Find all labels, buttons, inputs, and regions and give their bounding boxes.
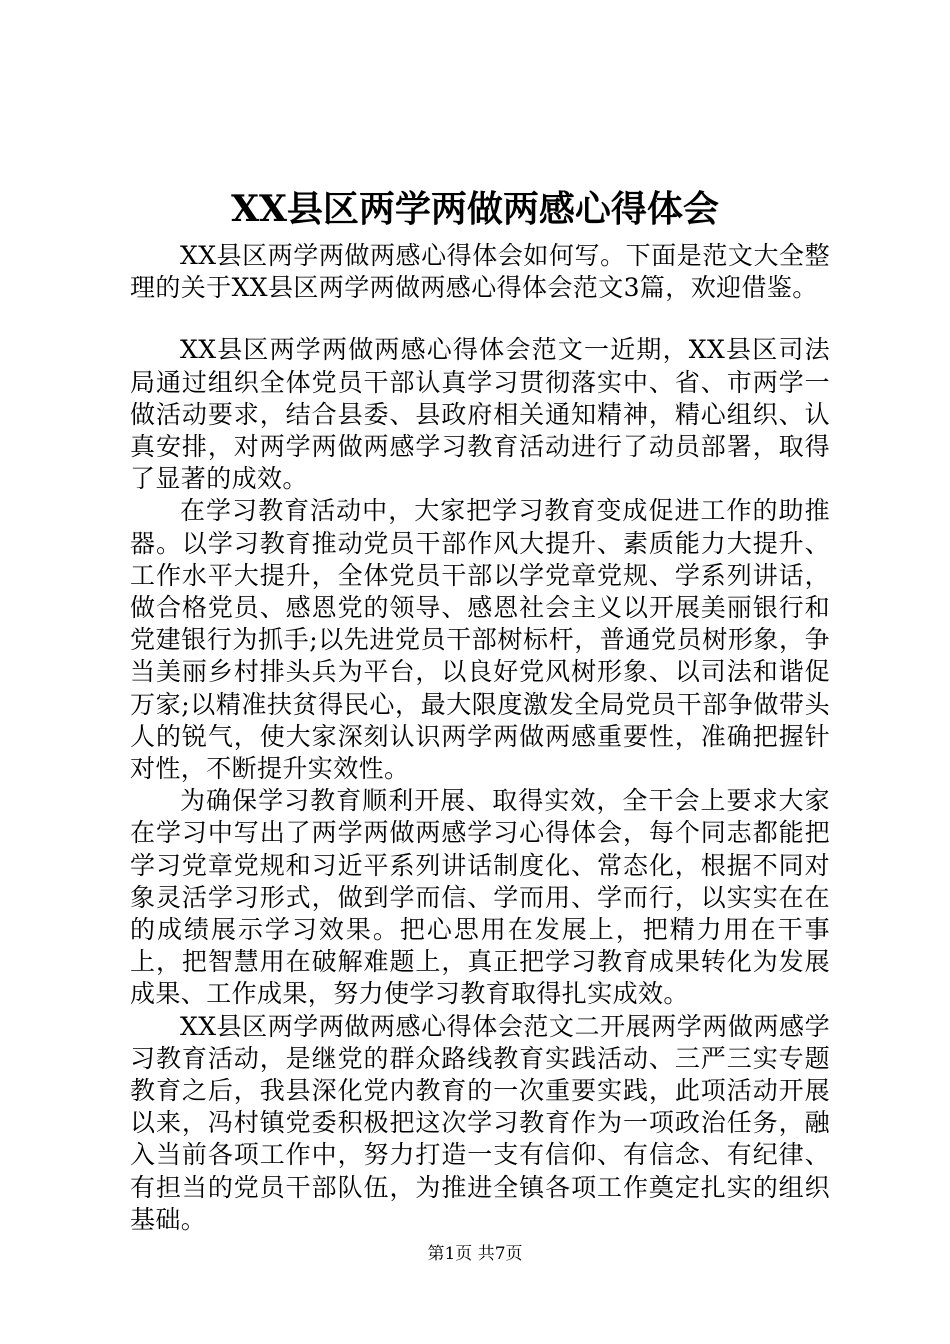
body-paragraph-4: XX县区两学两做两感心得体会范文二开展两学两做两感学习教育活动，是继党的群众路线教育实践活动、三严三实专题教育之后，我县深化党内教育的一次重要实践，此项活动开展以来，冯村镇党委积极把这次学习教育作为一项政治任务，融入当前各项工作中，努力打造一支有信仰、有信念、有纪律、有担当的党员干部队伍，为推进全镇各项工作奠定扎实的组织基础。 [130, 1011, 830, 1234]
body-paragraph-2: 在学习教育活动中，大家把学习教育变成促进工作的助推器。以学习教育推动党员干部作风大提升、素质能力大提升、工作水平大提升，全体党员干部以学党章党规、学系列讲话，做合格党员、感恩党的领导、感恩社会主义以开展美丽银行和党建银行为抓手;以先进党员干部树标杆，普通党员树形象，争当美丽乡村排头兵为平台，以良好党风树形象、以司法和谐促万家;以精准扶贫得民心，最大限度激发全局党员干部争做带头人的锐气，使大家深刻认识两学两做两感重要性，准确把握针对性，不断提升实效性。 [130, 496, 830, 784]
page-footer: 第1页 共7页 [427, 1244, 523, 1264]
paragraph-gap [130, 304, 830, 334]
document-body [130, 240, 830, 1236]
body-paragraph-1: XX县区两学两做两感心得体会范文一近期，XX县区司法局通过组织全体党员干部认真学习贯彻落实中、省、市两学一做活动要求，结合县委、县政府相关通知精神，精心组织、认真安排，对两学两做两感学习教育活动进行了动员部署，取得了显著的成效。 [130, 335, 830, 494]
body-paragraph-3: 为确保学习教育顺利开展、取得实效，全干会上要求大家在学习中写出了两学两做两感学习心得体会，每个同志都能把学习党章党规和习近平系列讲话制度化、常态化，根据不同对象灵活学习形式，做到学而信、学而用、学而行，以实实在在的成绩展示学习效果。把心思用在发展上，把精力用在干事上，把智慧用在破解难题上，真正把学习教育成果转化为发展成果、工作成果，努力使学习教育取得扎实成效。 [130, 786, 830, 1009]
intro-paragraph: XX县区两学两做两感心得体会如何写。下面是范文大全整理的关于XX县区两学两做两感心得体会范文3篇，欢迎借鉴。 [130, 241, 830, 303]
document-title: XX县区两学两做两感心得体会 [231, 188, 719, 230]
